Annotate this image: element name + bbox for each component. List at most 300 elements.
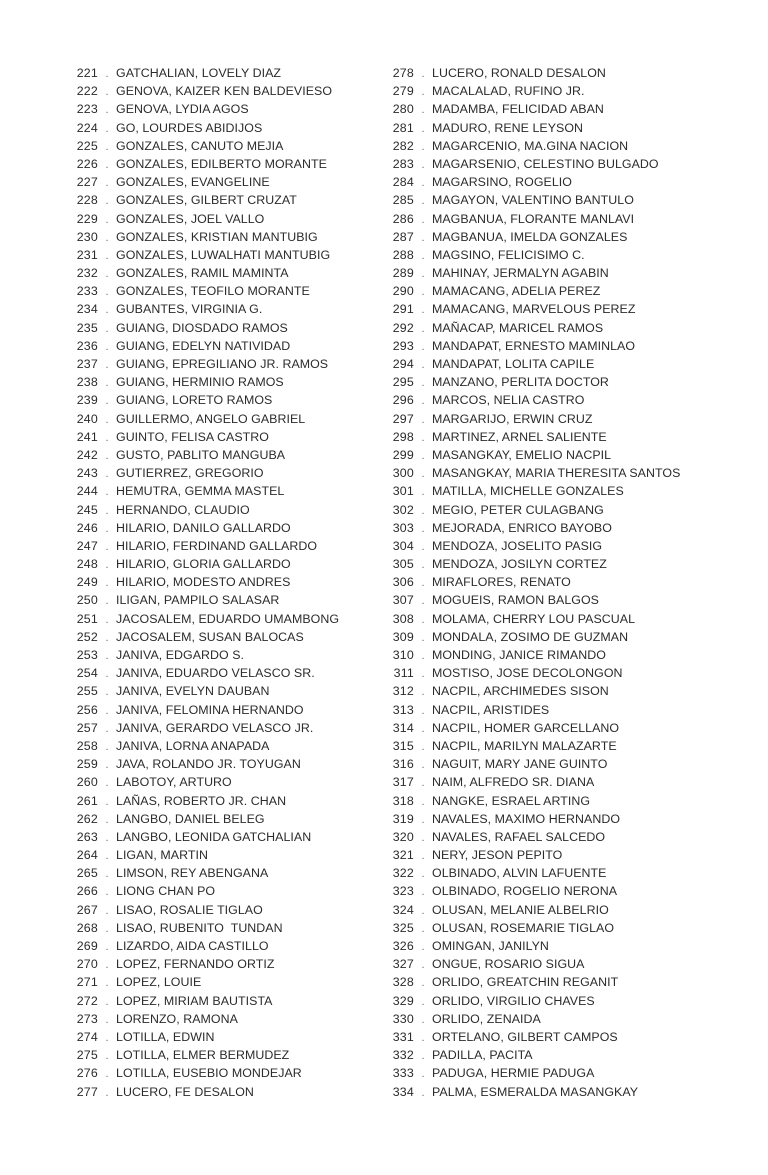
list-item [374,337,684,355]
list-item [58,355,368,373]
list-item-name: MAGBANUA, IMELDA GONZALES [432,229,628,244]
list-item-separator: . [105,177,109,190]
list-item-separator: . [421,449,425,462]
list-item-separator: . [421,759,425,772]
list-item-name: ORLIDO, GREATCHIN REGANIT [432,975,619,990]
list-item [58,64,368,82]
list-item [58,191,368,209]
list-item-name: LISAO, RUBENITO TUNDAN [116,920,283,935]
list-item-separator: . [105,668,109,681]
list-item-number: 222 [76,84,98,99]
list-item [374,719,684,737]
list-item [58,737,368,755]
list-item-number: 265 [76,866,98,881]
list-item-number: 264 [76,848,98,863]
list-item-separator: . [105,650,109,662]
list-item [374,355,684,373]
list-item [374,773,684,791]
list-item-name: JACOSALEM, EDUARDO UMAMBONG [116,611,340,626]
list-item-number: 304 [392,538,414,553]
list-item [374,555,684,573]
list-item-number: 323 [392,884,414,899]
list-item [374,919,684,937]
list-item-number: 299 [392,447,414,462]
list-item [58,973,368,991]
list-item-number: 250 [76,593,98,608]
list-item-number: 242 [76,447,98,462]
list-item [374,973,684,991]
list-item-name: NACPIL, HOMER GARCELLANO [432,720,620,735]
list-item-number: 312 [392,684,414,699]
list-item-separator: . [421,158,425,171]
list-item-separator: . [421,86,425,99]
list-item-name: LOPEZ, LOUIE [116,975,202,990]
list-item-number: 297 [392,411,414,426]
list-item-name: LANGBO, LEONIDA GATCHALIAN [116,829,312,844]
list-item-name: JACOSALEM, SUSAN BALOCAS [116,629,304,644]
list-item [374,428,684,446]
list-item-separator: . [105,522,109,535]
list-item-number: 229 [76,211,98,226]
list-item-number: 316 [392,757,414,772]
list-item [58,901,368,919]
list-item-name: ORLIDO, VIRGILIO CHAVES [432,993,595,1008]
list-item-separator: . [105,995,109,1008]
list-item-separator: . [421,1086,425,1099]
list-item-name: PADILLA, PACITA [432,1048,533,1063]
list-item-separator: . [105,1031,109,1044]
name-list-column-left [58,64,368,1101]
list-item-separator: . [105,468,109,481]
list-item-separator: . [105,359,109,371]
list-item-name: LOPEZ, MIRIAM BAUTISTA [116,993,273,1008]
list-item-number: 259 [76,757,98,772]
list-item-separator: . [105,268,109,281]
list-item-separator: . [421,413,425,426]
list-item-separator: . [421,868,425,881]
list-item-number: 301 [392,484,414,499]
list-item-number: 263 [76,829,98,844]
list-item [58,519,368,537]
list-item-name: MAGAYON, VALENTINO BANTULO [432,193,634,208]
list-item-number: 291 [392,302,414,317]
list-item-number: 235 [76,320,98,335]
list-item-number: 266 [76,884,98,899]
list-item [58,646,368,664]
list-item-name: OLUSAN, ROSEMARIE TIGLAO [432,920,615,935]
list-item [374,228,684,246]
list-item [58,610,368,628]
list-item-name: MASANGKAY, EMELIO NACPIL [432,447,612,462]
list-item-name: MATILLA, MICHELLE GONZALES [432,484,624,499]
list-item-separator: . [105,595,109,608]
list-item [58,264,368,282]
list-item-number: 273 [76,1011,98,1026]
list-item-name: GO, LOURDES ABIDIJOS [116,120,263,135]
list-item-number: 224 [76,120,98,135]
list-item-name: GONZALES, GILBERT CRUZAT [116,193,297,208]
list-item [58,482,368,500]
list-item-separator: . [105,122,109,135]
list-item [58,846,368,864]
list-item-separator: . [105,868,109,881]
list-item-name: LISAO, ROSALIE TIGLAO [116,902,263,917]
list-item-separator: . [105,431,109,444]
list-item-number: 236 [76,338,98,353]
list-item [58,210,368,228]
list-item-name: MAMACANG, MARVELOUS PEREZ [432,302,636,317]
list-item [374,755,684,773]
list-item [374,955,684,973]
list-item-separator: . [421,704,425,717]
list-item-name: MIRAFLORES, RENATO [432,575,571,590]
list-item-separator: . [105,977,109,990]
list-item-number: 300 [392,466,414,481]
list-item-name: MACALALAD, RUFINO JR. [432,84,585,99]
list-item-separator: . [105,850,109,863]
list-item-number: 269 [76,939,98,953]
list-item-separator: . [421,177,425,190]
list-item-separator: . [421,231,425,244]
list-item-separator: . [421,504,425,517]
list-item [374,119,684,137]
list-item-number: 325 [392,920,414,935]
list-item [58,992,368,1010]
list-item [374,519,684,537]
list-item-number: 287 [392,229,414,244]
list-item-name: MENDOZA, JOSELITO PASIG [432,538,603,553]
list-item-name: LOTILLA, ELMER BERMUDEZ [116,1048,290,1063]
list-item-separator: . [421,722,425,735]
list-item-number: 272 [76,993,98,1008]
list-item-number: 284 [392,175,414,190]
list-item-separator: . [421,668,425,681]
list-item-separator: . [105,140,109,153]
list-item-name: GUILLERMO, ANGELO GABRIEL [116,411,306,426]
list-item [58,864,368,882]
list-item-number: 302 [392,502,414,517]
list-item-name: JANIVA, EVELYN DAUBAN [116,684,270,699]
list-item-name: GUIANG, EPREGILIANO JR. RAMOS [116,357,329,371]
list-item-separator: . [421,941,425,953]
list-item-separator: . [105,231,109,244]
list-item-number: 226 [76,156,98,171]
list-item-name: LUCERO, FE DESALON [116,1084,254,1099]
list-item-separator: . [421,904,425,917]
list-item-number: 283 [392,156,414,171]
list-item-number: 278 [392,66,414,80]
list-item [58,228,368,246]
list-item-name: NAVALES, RAFAEL SALCEDO [432,829,606,844]
list-item-separator: . [421,522,425,535]
list-item-number: 247 [76,538,98,553]
list-item-name: LIZARDO, AIDA CASTILLO [116,939,269,953]
list-item [374,810,684,828]
list-item-name: HILARIO, GLORIA GALLARDO [116,557,291,572]
list-item [374,100,684,118]
list-item [58,391,368,409]
list-item-name: GONZALES, RAMIL MAMINTA [116,266,289,281]
list-item-name: OLBINADO, ROGELIO NERONA [432,884,618,899]
list-item-name: HEMUTRA, GEMMA MASTEL [116,484,285,499]
list-item-separator: . [421,286,425,299]
list-item-number: 303 [392,520,414,535]
list-item-separator: . [421,431,425,444]
list-item-number: 310 [392,648,414,662]
list-item-name: MONDALA, ZOSIMO DE GUZMAN [432,629,629,644]
list-item-separator: . [105,704,109,717]
list-item [374,882,684,900]
list-item [374,792,684,810]
list-item-number: 321 [392,848,414,863]
list-item-number: 332 [392,1048,414,1063]
list-item-separator: . [105,631,109,644]
list-item-name: MASANGKAY, MARIA THERESITA SANTOS [432,466,681,481]
list-item [58,319,368,337]
list-item-name: MENDOZA, JOSILYN CORTEZ [432,557,607,572]
list-item-name: LOTILLA, EDWIN [116,1029,215,1044]
list-item-name: GONZALES, TEOFILO MORANTE [116,284,310,299]
list-item [374,319,684,337]
list-item-separator: . [105,740,109,753]
list-item-number: 221 [76,66,98,80]
list-item [374,373,684,391]
list-item-number: 330 [392,1011,414,1026]
list-item [58,828,368,846]
list-item-separator: . [421,831,425,844]
list-item-number: 239 [76,393,98,408]
list-item [374,537,684,555]
list-item-separator: . [421,122,425,135]
list-item-name: NERY, JESON PEPITO [432,848,563,863]
list-item-number: 313 [392,702,414,717]
list-item [58,446,368,464]
list-item-separator: . [421,959,425,972]
list-item [58,919,368,937]
list-item [374,264,684,282]
list-item-number: 327 [392,957,414,972]
list-item-name: NANGKE, ESRAEL ARTING [432,793,591,808]
list-item-separator: . [105,904,109,917]
list-item-number: 228 [76,193,98,208]
list-item-name: MARCOS, NELIA CASTRO [432,393,585,408]
list-item-name: GENOVA, LYDIA AGOS [116,102,249,117]
list-item [58,428,368,446]
list-item-name: OLBINADO, ALVIN LAFUENTE [432,866,607,881]
list-item-separator: . [105,813,109,826]
list-item-separator: . [421,213,425,226]
list-item-separator: . [105,613,109,626]
list-item-number: 293 [392,338,414,353]
list-item-name: GONZALES, LUWALHATI MANTUBIG [116,247,331,262]
name-list-columns [0,64,768,1101]
list-item [58,810,368,828]
list-item-separator: . [421,795,425,808]
list-item-name: MONDING, JANICE RIMANDO [432,648,606,662]
list-item-number: 334 [392,1084,414,1099]
list-item [58,501,368,519]
list-item-number: 233 [76,284,98,299]
list-item [58,1083,368,1101]
list-item-name: GUIANG, HERMINIO RAMOS [116,375,284,390]
list-item-number: 285 [392,193,414,208]
list-item-number: 241 [76,429,98,444]
list-item-name: GATCHALIAN, LOVELY DIAZ [116,66,282,80]
list-item-separator: . [421,322,425,335]
list-item-number: 292 [392,320,414,335]
list-item [58,1046,368,1064]
list-item [374,210,684,228]
list-item-name: ORLIDO, ZENAIDA [432,1011,541,1026]
list-item-name: MAGARCENIO, MA.GINA NACION [432,138,629,153]
list-item-separator: . [421,559,425,572]
list-item-name: GUSTO, PABLITO MANGUBA [116,447,286,462]
list-item-separator: . [421,195,425,208]
list-item-name: JANIVA, EDGARDO S. [116,648,245,662]
list-item-separator: . [421,577,425,590]
list-item-separator: . [421,850,425,863]
list-item-separator: . [105,449,109,462]
list-item-name: MAÑACAP, MARICEL RAMOS [432,320,604,335]
list-item [58,955,368,973]
list-item-separator: . [105,1086,109,1099]
list-item-name: HERNANDO, CLAUDIO [116,502,250,517]
list-item [58,100,368,118]
list-item-number: 277 [76,1084,98,1099]
list-item-name: GUIANG, LORETO RAMOS [116,393,273,408]
list-item-name: MAMACANG, ADELIA PEREZ [432,284,601,299]
list-item-separator: . [105,777,109,790]
list-item-number: 251 [76,611,98,626]
list-item-separator: . [105,377,109,390]
list-item [58,755,368,773]
list-item-separator: . [421,359,425,371]
list-item-number: 276 [76,1066,98,1081]
list-item-name: GONZALES, CANUTO MEJIA [116,138,284,153]
list-item-separator: . [421,140,425,153]
list-item-separator: . [421,1013,425,1026]
list-item-separator: . [421,777,425,790]
list-item [58,573,368,591]
list-item-number: 223 [76,102,98,117]
list-item-number: 270 [76,957,98,972]
list-item [374,1028,684,1046]
list-item-separator: . [421,613,425,626]
list-item-name: MANZANO, PERLITA DOCTOR [432,375,609,390]
list-item-name: LIGAN, MARTIN [116,848,208,863]
list-item-name: MADURO, RENE LEYSON [432,120,584,135]
list-item-separator: . [105,941,109,953]
list-item-number: 232 [76,266,98,281]
list-item [374,1064,684,1082]
list-item-number: 246 [76,520,98,535]
list-item [374,246,684,264]
list-item [58,82,368,100]
list-item-separator: . [105,759,109,772]
list-item-name: MANDAPAT, ERNESTO MAMINLAO [432,338,636,353]
list-item-name: JANIVA, EDUARDO VELASCO SR. [116,666,315,681]
list-item-separator: . [105,86,109,99]
list-item [374,501,684,519]
list-item-name: GUINTO, FELISA CASTRO [116,429,269,444]
list-item-number: 294 [392,357,414,371]
list-item [374,1046,684,1064]
list-item-name: MOSTISO, JOSE DECOLONGON [432,666,623,681]
list-item [58,591,368,609]
list-item-name: HILARIO, FERDINAND GALLARDO [116,538,318,553]
list-item-separator: . [421,486,425,499]
list-item-number: 290 [392,284,414,299]
list-item-name: ILIGAN, PAMPILO SALASAR [116,593,280,608]
list-item-name: LIMSON, REY ABENGANA [116,866,269,881]
list-item [58,337,368,355]
list-item-name: GUTIERREZ, GREGORIO [116,466,264,481]
list-item-number: 275 [76,1048,98,1063]
list-item-number: 225 [76,138,98,153]
list-item [374,482,684,500]
list-item [374,464,684,482]
list-item-number: 271 [76,975,98,990]
list-item-separator: . [105,249,109,262]
list-item [58,664,368,682]
list-item-name: MARTINEZ, ARNEL SALIENTE [432,429,607,444]
list-item [58,701,368,719]
list-item [374,173,684,191]
list-item-separator: . [105,886,109,899]
list-item [374,391,684,409]
list-item [374,191,684,209]
list-item-number: 331 [392,1029,414,1044]
list-item-name: LOPEZ, FERNANDO ORTIZ [116,957,275,972]
list-item-name: MEJORADA, ENRICO BAYOBO [432,520,612,535]
list-item [374,628,684,646]
list-item-number: 254 [76,666,98,681]
list-item-number: 260 [76,775,98,790]
list-item-number: 289 [392,266,414,281]
list-item-separator: . [105,559,109,572]
list-item [58,882,368,900]
list-item-name: MAGBANUA, FLORANTE MANLAVI [432,211,635,226]
list-item-name: MAGARSENIO, CELESTINO BULGADO [432,156,659,171]
list-item [58,719,368,737]
list-item-name: LIONG CHAN PO [116,884,216,899]
list-item-separator: . [421,631,425,644]
list-item-separator: . [421,68,425,80]
list-item-separator: . [105,286,109,299]
list-item-number: 261 [76,793,98,808]
list-item-number: 274 [76,1029,98,1044]
list-item-number: 328 [392,975,414,990]
list-item-separator: . [105,1050,109,1063]
list-item-name: GENOVA, KAIZER KEN BALDEVIESO [116,84,333,99]
list-item [374,864,684,882]
list-item-number: 320 [392,829,414,844]
list-item-separator: . [421,104,425,117]
list-item-number: 319 [392,811,414,826]
list-item-separator: . [105,395,109,408]
list-item-name: ORTELANO, GILBERT CAMPOS [432,1029,618,1044]
list-item [374,410,684,428]
list-item-name: LANGBO, DANIEL BELEG [116,811,265,826]
list-item-number: 326 [392,939,414,953]
list-item-separator: . [421,249,425,262]
list-item [374,300,684,318]
list-item-separator: . [105,322,109,335]
list-item [374,573,684,591]
list-item [374,682,684,700]
list-item-name: GUBANTES, VIRGINIA G. [116,302,263,317]
list-item-name: LABOTOY, ARTURO [116,775,232,790]
